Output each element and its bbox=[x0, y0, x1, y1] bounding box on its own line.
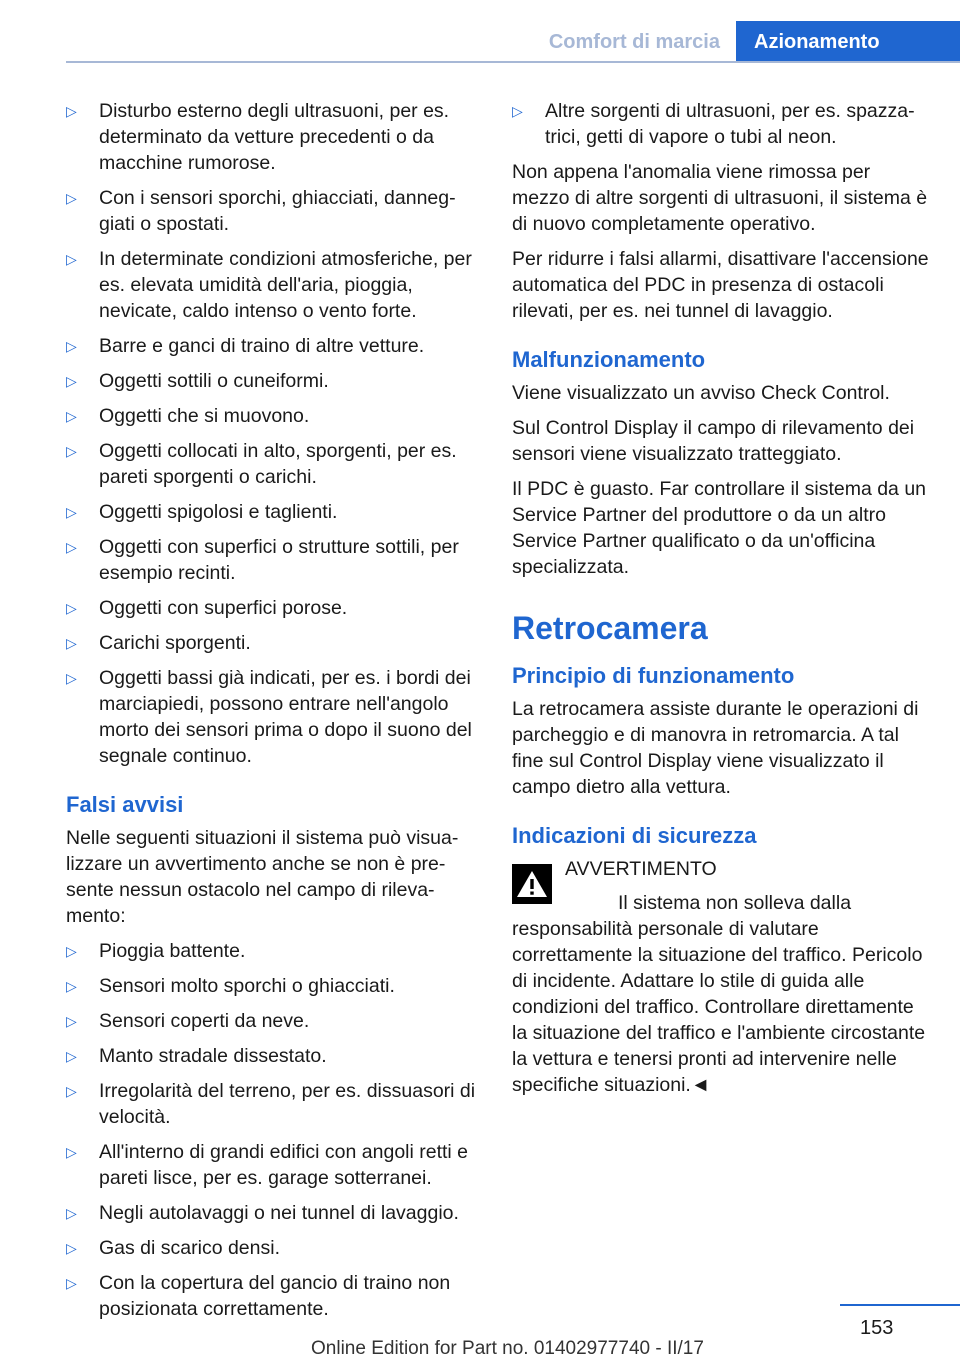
list-item: ▷ Oggetti sottili o cuneiformi. bbox=[66, 370, 329, 392]
triangle-bullet-icon: ▷ bbox=[66, 1083, 77, 1099]
warning-text: Il sistema non solleva dalla responsabilità personale di valutare correttamente la situazione del traffico. Pericolo di incidente. Adattare lo stile di guida alle condizioni del traffico. Controllare direttamente la situazione del traffico e l'ambiente circostante la vettura e tenersi pronti ad intervenire nelle specifiche situazioni.◄ bbox=[512, 892, 926, 1096]
list-item: ▷ Manto stradale dissestato. bbox=[66, 1045, 327, 1067]
triangle-bullet-icon: ▷ bbox=[66, 338, 77, 354]
list-item: ▷ Con i sensori sporchi, ghiacciati, danneggiati o spostati. bbox=[66, 187, 456, 235]
list-item: ▷ Oggetti collocati in alto, sporgenti, per es. pareti sporgenti o carichi. bbox=[66, 440, 457, 488]
triangle-bullet-icon: ▷ bbox=[66, 373, 77, 389]
triangle-bullet-icon: ▷ bbox=[66, 635, 77, 651]
list-item: ▷ All'interno di grandi edifici con angoli retti e pareti lisce, per es. garage sotterranei. bbox=[66, 1141, 469, 1189]
edition-note: Online Edition for Part no. 01402977740 - II/17 bbox=[311, 1338, 704, 1359]
section-tab: Comfort di marcia bbox=[548, 30, 720, 53]
triangle-bullet-icon: ▷ bbox=[66, 443, 77, 459]
bullet-list-right bbox=[512, 98, 930, 150]
warning-triangle-icon bbox=[512, 864, 552, 904]
bullet-list-bottom bbox=[66, 938, 482, 1322]
malfunction-heading: Malfunzionamento bbox=[512, 347, 706, 372]
paragraph: Per ridurre i falsi allarmi, disattivare l'accensione automatica del PDC in presenza di ostacoli rilevati, per es. nei tunnel di lavaggio. bbox=[512, 248, 929, 322]
triangle-bullet-icon: ▷ bbox=[66, 1240, 77, 1256]
triangle-bullet-icon: ▷ bbox=[66, 600, 77, 616]
warning-block bbox=[512, 856, 930, 1098]
false-alarms-intro: Nelle seguenti situazioni il sistema può visualizzare un avvertimento anche se non è presente nessun ostacolo nel campo di rilevamento: bbox=[66, 827, 459, 927]
paragraph: Sul Control Display il campo di rilevamento dei sensori viene visualizzato tratteggiato. bbox=[512, 417, 915, 465]
list-item: ▷ Disturbo esterno degli ultrasuoni, per es. determinato da vetture precedenti o da macchine rumorose. bbox=[66, 100, 450, 174]
right-column bbox=[512, 98, 930, 1098]
triangle-bullet-icon: ▷ bbox=[66, 670, 77, 686]
paragraph: Viene visualizzato un avviso Check Control. bbox=[512, 382, 890, 404]
page-header bbox=[0, 21, 960, 63]
chapter-tab: Azionamento bbox=[736, 21, 960, 63]
list-item: ▷ Barre e ganci di traino di altre vetture. bbox=[66, 335, 425, 357]
retrocamera-heading: Retrocamera bbox=[512, 610, 708, 646]
list-item: ▷ In determinate condizioni atmosferiche, per es. elevata umidità dell'aria, pioggia, nevicate, caldo intenso o vento forte. bbox=[66, 248, 472, 322]
list-item: ▷ Oggetti con superfici porose. bbox=[66, 597, 348, 619]
triangle-bullet-icon: ▷ bbox=[66, 190, 77, 206]
triangle-bullet-icon: ▷ bbox=[66, 1205, 77, 1221]
triangle-bullet-icon: ▷ bbox=[66, 943, 77, 959]
paragraph: La retrocamera assiste durante le operazioni di parcheggio e di manovra in retromarcia. A tal fine sul Control Display viene visualizzato il campo dietro alla vettura. bbox=[512, 698, 919, 798]
list-item: ▷ Oggetti bassi già indicati, per es. i bordi dei marciapiedi, possono entrare nell'angolo morto dei sensori prima o dopo il suono del segnale continuo. bbox=[66, 667, 472, 767]
triangle-bullet-icon: ▷ bbox=[66, 1275, 77, 1291]
triangle-bullet-icon: ▷ bbox=[66, 1144, 77, 1160]
footer-divider bbox=[840, 1304, 960, 1306]
list-item: ▷ Carichi sporgenti. bbox=[66, 632, 251, 654]
triangle-bullet-icon: ▷ bbox=[66, 978, 77, 994]
paragraph: Non appena l'anomalia viene rimossa per mezzo di altre sorgenti di ultrasuoni, il sistema è di nuovo completamente operativo. bbox=[512, 161, 928, 235]
triangle-bullet-icon: ▷ bbox=[66, 539, 77, 555]
safety-heading: Indicazioni di sicurezza bbox=[512, 823, 757, 848]
list-item: ▷ Pioggia battente. bbox=[66, 940, 246, 962]
warning-title: AVVERTIMENTO bbox=[565, 858, 717, 880]
list-item: ▷ Con la copertura del gancio di traino non posizionata correttamente. bbox=[66, 1272, 451, 1320]
list-item: ▷ Irregolarità del terreno, per es. dissuasori di velocità. bbox=[66, 1080, 476, 1128]
triangle-bullet-icon: ▷ bbox=[66, 504, 77, 520]
page-number: 153 bbox=[860, 1317, 894, 1339]
principle-heading: Principio di funzionamento bbox=[512, 663, 795, 688]
list-item: ▷ Oggetti che si muovono. bbox=[66, 405, 310, 427]
triangle-bullet-icon: ▷ bbox=[66, 408, 77, 424]
left-column bbox=[66, 98, 482, 1331]
header-divider bbox=[66, 61, 960, 63]
triangle-bullet-icon: ▷ bbox=[66, 251, 77, 267]
list-item: ▷ Negli autolavaggi o nei tunnel di lavaggio. bbox=[66, 1202, 459, 1224]
triangle-bullet-icon: ▷ bbox=[66, 103, 77, 119]
list-item: ▷ Sensori molto sporchi o ghiacciati. bbox=[66, 975, 395, 997]
paragraph: Il PDC è guasto. Far controllare il sistema da un Service Partner del produttore o da un altro Service Partner qualificato o da un'officina specializzata. bbox=[512, 478, 927, 578]
triangle-bullet-icon: ▷ bbox=[66, 1013, 77, 1029]
list-item: ▷ Gas di scarico densi. bbox=[66, 1237, 280, 1259]
bullet-list-top bbox=[66, 98, 482, 769]
triangle-bullet-icon: ▷ bbox=[66, 1048, 77, 1064]
list-item: ▷ Altre sorgenti di ultrasuoni, per es. spazzatrici, getti di vapore o tubi al neon. bbox=[512, 100, 915, 148]
list-item: ▷ Oggetti spigolosi e taglienti. bbox=[66, 501, 338, 523]
false-alarms-heading: Falsi avvisi bbox=[66, 792, 184, 817]
list-item: ▷ Sensori coperti da neve. bbox=[66, 1010, 310, 1032]
list-item: ▷ Oggetti con superfici o strutture sottili, per esempio recinti. bbox=[66, 536, 459, 584]
triangle-bullet-icon: ▷ bbox=[512, 103, 523, 119]
